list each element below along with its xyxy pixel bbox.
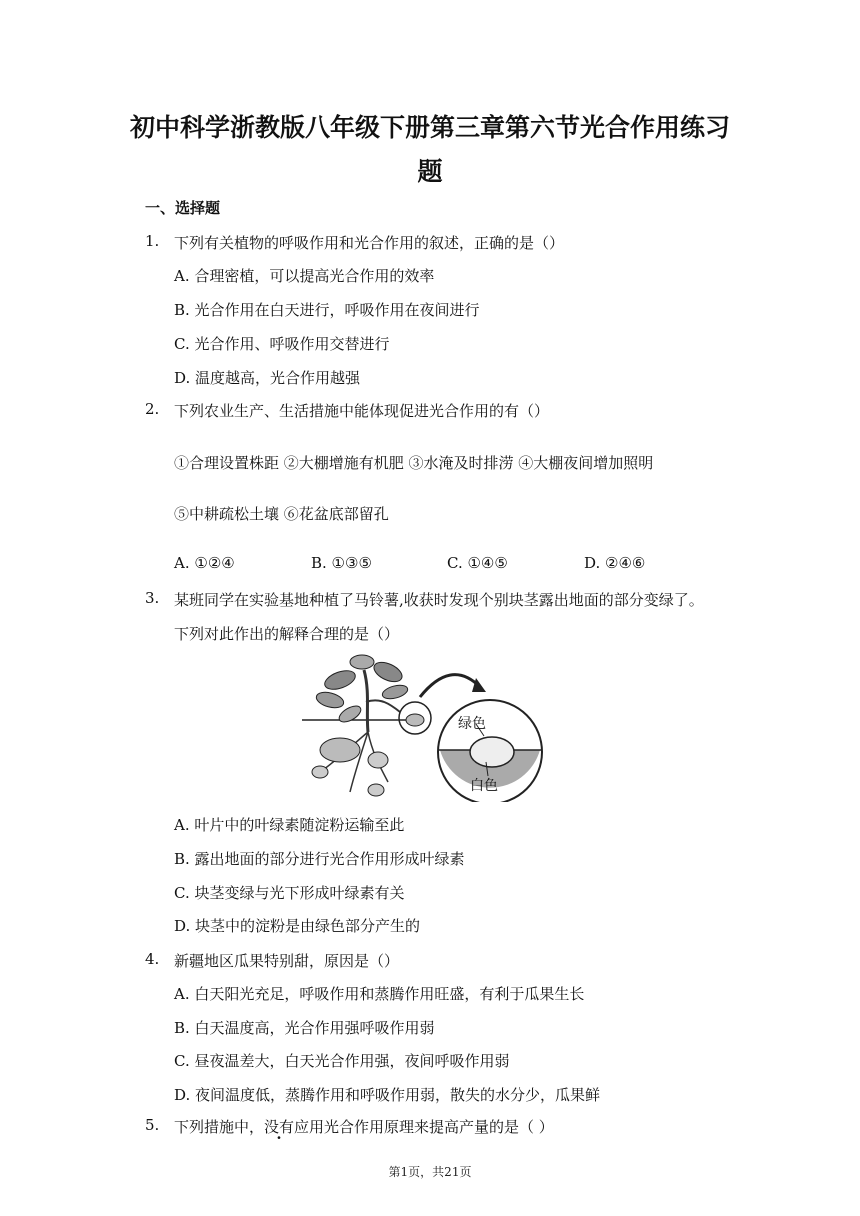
doc-title-line1: 初中科学浙教版八年级下册第三章第六节光合作用练习 — [129, 113, 730, 142]
option-d: D. ②④⑥ — [584, 554, 646, 572]
option-d: D. 块茎中的淀粉是由绿色部分产生的 — [174, 917, 421, 935]
potato-plant-figure — [300, 652, 560, 802]
question-text-pre: 下列措施中， — [174, 1118, 265, 1136]
section-heading: 一、选择题 — [145, 199, 221, 217]
question-text: 新疆地区瓜果特别甜，原因是（） — [174, 952, 400, 970]
question-number: 5. — [145, 1116, 160, 1134]
option-c: C. 光合作用、呼吸作用交替进行 — [174, 335, 390, 353]
question-text-line2: 下列对此作出的解释合理的是（） — [174, 625, 400, 643]
option-c: C. 昼夜温差大，白天光合作用强，夜间呼吸作用弱 — [174, 1052, 510, 1070]
doc-title-line2: 题 — [417, 157, 443, 186]
option-a: A. 合理密植，可以提高光合作用的效率 — [174, 267, 435, 285]
option-b: B. ①③⑤ — [311, 554, 372, 572]
question-text: 下列农业生产、生活措施中能体现促进光合作用的有（） — [174, 402, 550, 420]
figure-label-white: 白色 — [470, 778, 498, 794]
option-d: D. 夜间温度低，蒸腾作用和呼吸作用弱，散失的水分少，瓜果鲜 — [174, 1086, 601, 1104]
option-b: B. 露出地面的部分进行光合作用形成叶绿素 — [174, 850, 465, 868]
option-b: B. 白天温度高，光合作用强呼吸作用弱 — [174, 1019, 435, 1037]
option-a: A. 白天阳光充足，呼吸作用和蒸腾作用旺盛，有利于瓜果生长 — [174, 985, 585, 1003]
question-text-post: 应用光合作用原理来提高产量的是（ ） — [294, 1118, 554, 1136]
question-text: 下列有关植物的呼吸作用和光合作用的叙述，正确的是（） — [174, 234, 565, 252]
question-number: 1. — [145, 232, 160, 250]
option-b: B. 光合作用在白天进行，呼吸作用在夜间进行 — [174, 301, 480, 319]
question-text — [174, 1116, 554, 1137]
option-c: C. 块茎变绿与光下形成叶绿素有关 — [174, 884, 405, 902]
option-d: D. 温度越高，光合作用越强 — [174, 369, 361, 387]
question-items-line1: ①合理设置株距 ②大棚增施有机肥 ③水淹及时排涝 ④大棚夜间增加照明 — [174, 454, 654, 472]
emphasis-text: 没有 — [264, 1118, 295, 1136]
question-text-line1: 某班同学在实验基地种植了马铃薯,收获时发现个别块茎露出地面的部分变绿了。 — [174, 591, 704, 609]
page-footer: 第1页，共21页 — [388, 1165, 472, 1179]
question-number: 4. — [145, 950, 160, 968]
question-number: 2. — [145, 400, 160, 418]
figure-label-green: 绿色 — [458, 716, 486, 732]
question-items-line2: ⑤中耕疏松土壤 ⑥花盆底部留孔 — [174, 505, 389, 523]
question-number: 3. — [145, 589, 160, 607]
option-c: C. ①④⑤ — [447, 554, 508, 572]
option-a: A. 叶片中的叶绿素随淀粉运输至此 — [174, 816, 405, 834]
option-a: A. ①②④ — [174, 554, 235, 572]
